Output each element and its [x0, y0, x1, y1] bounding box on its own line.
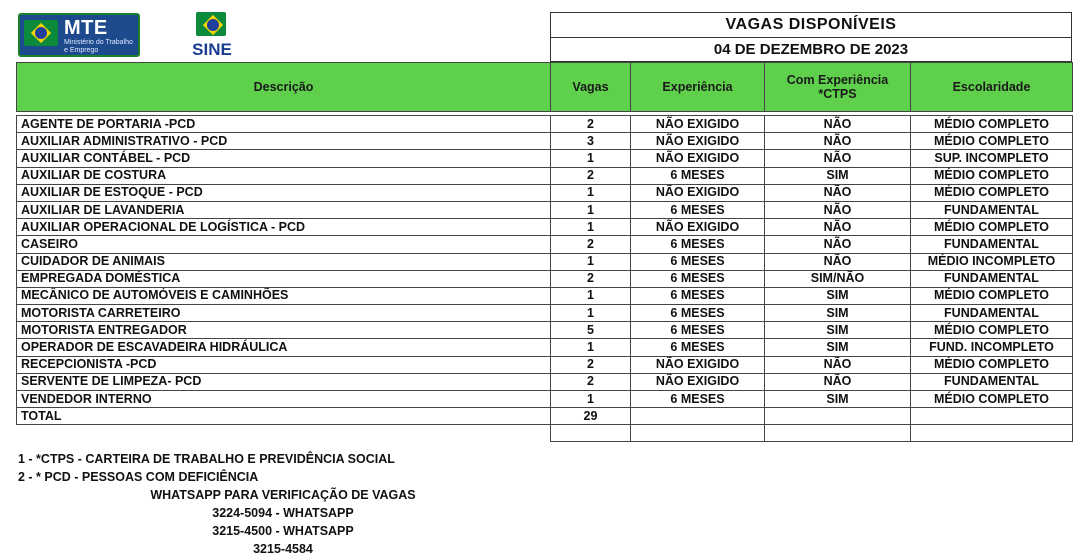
- cell-escolaridade: FUNDAMENTAL: [911, 270, 1073, 287]
- cell-escolaridade: MÉDIO COMPLETO: [911, 287, 1073, 304]
- cell-ctps: SIM: [765, 391, 911, 408]
- table-row: [17, 219, 1073, 236]
- cell-ctps: SIM: [765, 339, 911, 356]
- cell-vagas: 2: [551, 236, 631, 253]
- cell-experiencia: 6 MESES: [631, 339, 765, 356]
- cell-ctps: NÃO: [765, 219, 911, 236]
- cell-escolaridade: FUNDAMENTAL: [911, 201, 1073, 218]
- cell-experiencia: 6 MESES: [631, 322, 765, 339]
- cell-experiencia: NÃO EXIGIDO: [631, 133, 765, 150]
- brazil-flag-icon: [24, 20, 58, 46]
- cell-ctps: SIM: [765, 167, 911, 184]
- cell-ctps: NÃO: [765, 133, 911, 150]
- column-header-ctps: Com Experiência *CTPS: [765, 63, 911, 112]
- note-pcd: 2 - * PCD - PESSOAS COM DEFICIÊNCIA: [18, 470, 259, 485]
- cell-escolaridade: MÉDIO COMPLETO: [911, 356, 1073, 373]
- cell-descricao: OPERADOR DE ESCAVADEIRA HIDRÁULICA: [17, 339, 551, 356]
- header: [16, 12, 1072, 62]
- table-row: [17, 236, 1073, 253]
- cell-descricao: AUXILIAR ADMINISTRATIVO - PCD: [17, 133, 551, 150]
- mte-logo: [18, 13, 140, 57]
- mte-logo-text: MTE: [64, 17, 108, 39]
- cell-escolaridade: MÉDIO COMPLETO: [911, 167, 1073, 184]
- cell-vagas: 2: [551, 167, 631, 184]
- brazil-flag-icon: [196, 12, 226, 36]
- mte-logo-subtitle: Ministério do Trabalho e Emprego: [64, 39, 133, 54]
- table-row: [17, 116, 1073, 133]
- cell-vagas: 2: [551, 356, 631, 373]
- cell-vagas: 1: [551, 150, 631, 167]
- job-listing-sheet: [16, 12, 1072, 558]
- cell-experiencia: 6 MESES: [631, 253, 765, 270]
- table-row: [17, 270, 1073, 287]
- column-header-escolaridade: Escolaridade: [911, 63, 1073, 112]
- sine-logo: [188, 12, 236, 62]
- cell-escolaridade: MÉDIO COMPLETO: [911, 133, 1073, 150]
- vacancies-table: [16, 62, 1073, 442]
- cell-escolaridade: MÉDIO COMPLETO: [911, 184, 1073, 201]
- cell-descricao: AUXILIAR DE LAVANDERIA: [17, 201, 551, 218]
- cell-escolaridade: MÉDIO COMPLETO: [911, 116, 1073, 133]
- cell-experiencia: 6 MESES: [631, 391, 765, 408]
- cell-descricao: AUXILIAR OPERACIONAL DE LOGÍSTICA - PCD: [17, 219, 551, 236]
- cell-descricao: MOTORISTA ENTREGADOR: [17, 322, 551, 339]
- cell-ctps: NÃO: [765, 253, 911, 270]
- cell-ctps: SIM: [765, 322, 911, 339]
- title-box: [550, 12, 1072, 62]
- cell-vagas: 1: [551, 305, 631, 322]
- cell-experiencia: NÃO EXIGIDO: [631, 116, 765, 133]
- cell-ctps: NÃO: [765, 236, 911, 253]
- cell-vagas: 1: [551, 201, 631, 218]
- cell-experiencia: NÃO EXIGIDO: [631, 150, 765, 167]
- cell-descricao: AUXILIAR DE COSTURA: [17, 167, 551, 184]
- table-row: [17, 339, 1073, 356]
- cell-experiencia: NÃO EXIGIDO: [631, 373, 765, 390]
- cell-vagas: 3: [551, 133, 631, 150]
- table-row: [17, 150, 1073, 167]
- note-ctps: 1 - *CTPS - CARTEIRA DE TRABALHO E PREVIDÊNCIA SOCIAL: [18, 452, 395, 467]
- cell-descricao: VENDEDOR INTERNO: [17, 391, 551, 408]
- table-row: [17, 305, 1073, 322]
- cell-descricao: AGENTE DE PORTARIA -PCD: [17, 116, 551, 133]
- column-header-experiencia: Experiência: [631, 63, 765, 112]
- cell-escolaridade: MÉDIO COMPLETO: [911, 219, 1073, 236]
- cell-ctps: SIM/NÃO: [765, 270, 911, 287]
- cell-escolaridade: FUNDAMENTAL: [911, 236, 1073, 253]
- listing-date: 04 DE DEZEMBRO DE 2023: [713, 41, 909, 58]
- table-row: [17, 287, 1073, 304]
- cell-vagas: 1: [551, 184, 631, 201]
- cell-ctps: SIM: [765, 305, 911, 322]
- cell-descricao: CUIDADOR DE ANIMAIS: [17, 253, 551, 270]
- page-title: VAGAS DISPONÍVEIS: [551, 13, 1071, 38]
- cell-ctps: NÃO: [765, 150, 911, 167]
- cell-experiencia: 6 MESES: [631, 287, 765, 304]
- cell-escolaridade: MÉDIO COMPLETO: [911, 322, 1073, 339]
- notes: [16, 450, 1072, 558]
- total-label: TOTAL: [17, 408, 551, 425]
- cell-experiencia: NÃO EXIGIDO: [631, 219, 765, 236]
- cell-escolaridade: SUP. INCOMPLETO: [911, 150, 1073, 167]
- cell-vagas: 1: [551, 391, 631, 408]
- cell-ctps: NÃO: [765, 184, 911, 201]
- cell-descricao: AUXILIAR DE ESTOQUE - PCD: [17, 184, 551, 201]
- cell-experiencia: 6 MESES: [631, 236, 765, 253]
- column-header-vagas: Vagas: [551, 63, 631, 112]
- cell-descricao: EMPREGADA DOMÉSTICA: [17, 270, 551, 287]
- cell-ctps: NÃO: [765, 201, 911, 218]
- cell-escolaridade: FUNDAMENTAL: [911, 305, 1073, 322]
- cell-experiencia: 6 MESES: [631, 305, 765, 322]
- sine-logo-text: SINE: [192, 40, 232, 59]
- cell-ctps: NÃO: [765, 373, 911, 390]
- cell-descricao: MOTORISTA CARRETEIRO: [17, 305, 551, 322]
- table-row: [17, 167, 1073, 184]
- table-row: [17, 322, 1073, 339]
- phone-3: 3215-4584: [253, 542, 313, 557]
- cell-experiencia: 6 MESES: [631, 270, 765, 287]
- total-value: 29: [551, 408, 631, 425]
- cell-experiencia: 6 MESES: [631, 167, 765, 184]
- cell-experiencia: NÃO EXIGIDO: [631, 184, 765, 201]
- table-row: [17, 201, 1073, 218]
- cell-vagas: 5: [551, 322, 631, 339]
- blank-row: [17, 425, 1073, 442]
- cell-vagas: 2: [551, 373, 631, 390]
- cell-escolaridade: MÉDIO COMPLETO: [911, 391, 1073, 408]
- cell-vagas: 1: [551, 253, 631, 270]
- table-header-row: [17, 63, 1073, 112]
- cell-escolaridade: FUNDAMENTAL: [911, 373, 1073, 390]
- cell-escolaridade: FUND. INCOMPLETO: [911, 339, 1073, 356]
- table-row: [17, 373, 1073, 390]
- table-row: [17, 253, 1073, 270]
- table-row: [17, 133, 1073, 150]
- cell-descricao: AUXILIAR CONTÁBEL - PCD: [17, 150, 551, 167]
- cell-ctps: NÃO: [765, 356, 911, 373]
- cell-ctps: NÃO: [765, 116, 911, 133]
- cell-vagas: 1: [551, 287, 631, 304]
- cell-descricao: RECEPCIONISTA -PCD: [17, 356, 551, 373]
- cell-ctps: SIM: [765, 287, 911, 304]
- cell-vagas: 2: [551, 270, 631, 287]
- cell-vagas: 2: [551, 116, 631, 133]
- cell-experiencia: 6 MESES: [631, 201, 765, 218]
- cell-descricao: CASEIRO: [17, 236, 551, 253]
- whatsapp-title: WHATSAPP PARA VERIFICAÇÃO DE VAGAS: [150, 488, 416, 503]
- phone-2: 3215-4500 - WHATSAPP: [212, 524, 354, 539]
- table-row: [17, 391, 1073, 408]
- cell-vagas: 1: [551, 219, 631, 236]
- cell-experiencia: NÃO EXIGIDO: [631, 356, 765, 373]
- logos-area: [16, 12, 550, 62]
- table-row: [17, 184, 1073, 201]
- phone-1: 3224-5094 - WHATSAPP: [212, 506, 354, 521]
- cell-vagas: 1: [551, 339, 631, 356]
- total-row: [17, 408, 1073, 425]
- column-header-descricao: Descrição: [17, 63, 551, 112]
- table-row: [17, 356, 1073, 373]
- cell-descricao: SERVENTE DE LIMPEZA- PCD: [17, 373, 551, 390]
- cell-descricao: MECÂNICO DE AUTOMÓVEIS E CAMINHÕES: [17, 287, 551, 304]
- cell-escolaridade: MÉDIO INCOMPLETO: [911, 253, 1073, 270]
